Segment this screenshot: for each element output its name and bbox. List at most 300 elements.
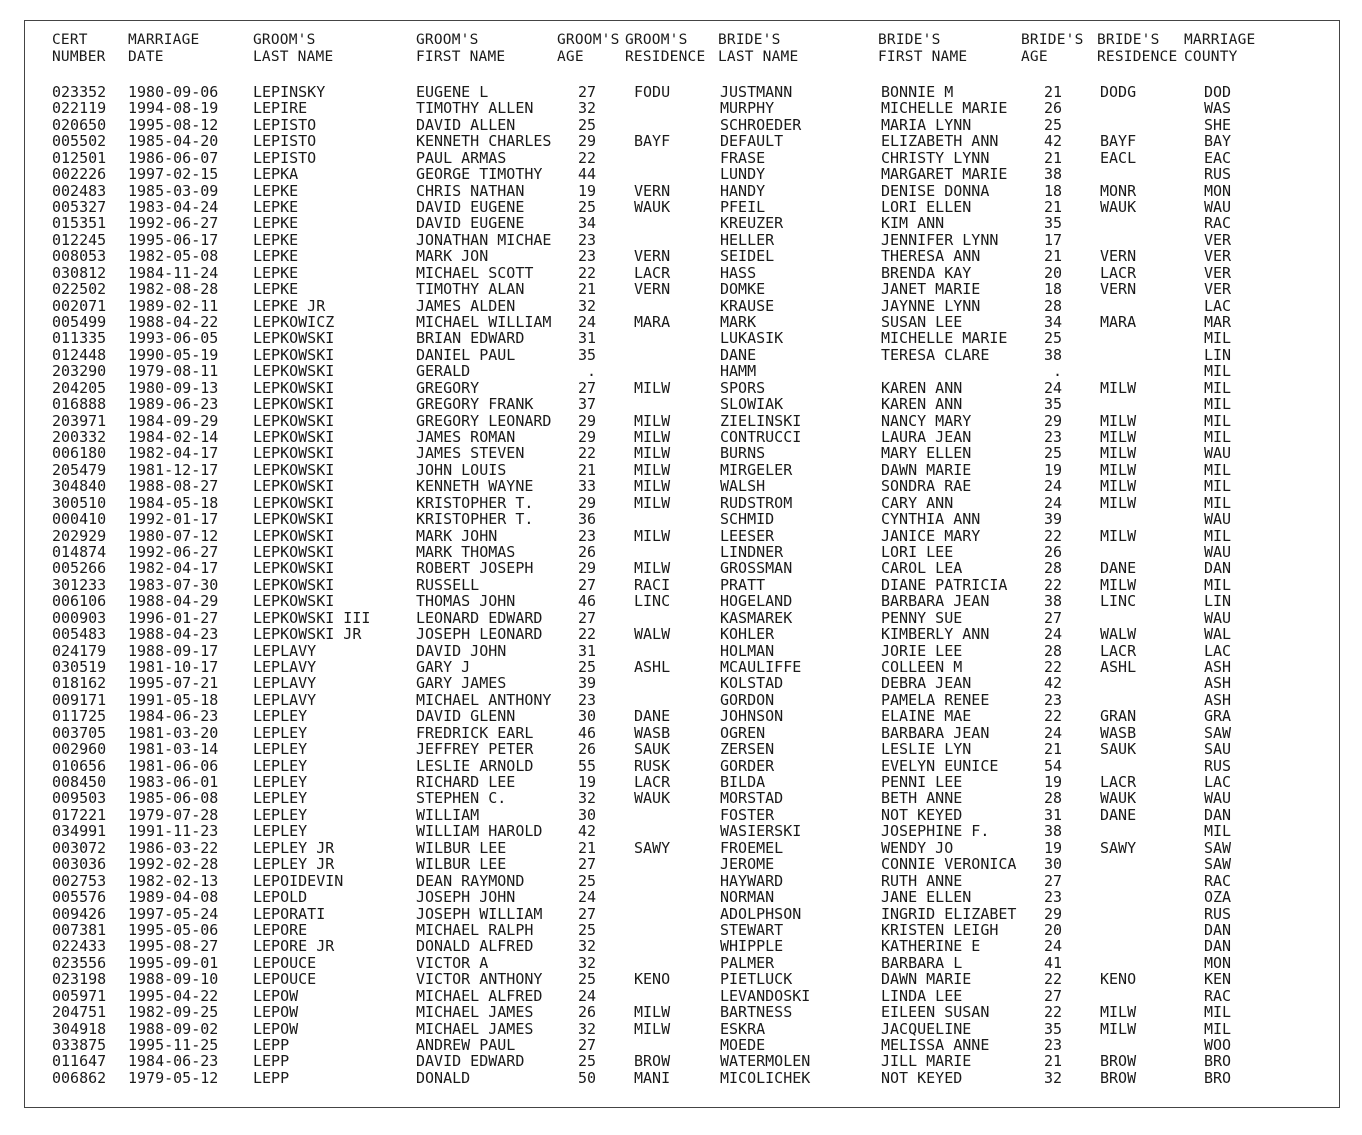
bride-age-cell: 21 — [1043, 247, 1062, 266]
bride-age-cell: 22 — [1043, 707, 1062, 726]
bride-first-name-cell: BARBARA JEAN — [881, 592, 990, 611]
groom-age-cell: 21 — [577, 838, 596, 857]
groom-residence-cell: MILW — [634, 378, 671, 397]
groom-residence-cell: MILW — [634, 1019, 671, 1038]
groom-last-name-cell: LEPIRE — [253, 99, 308, 118]
bride-last-name-cell: LUNDY — [720, 165, 766, 184]
bride-first-name-cell: SUSAN LEE — [881, 313, 963, 332]
groom-first-name-cell: DAVID EDWARD — [416, 1052, 525, 1071]
cert-number-cell: 002960 — [52, 740, 107, 759]
header-bride-age — [1021, 32, 1084, 66]
groom-last-name-cell: LEPKOWSKI — [253, 428, 335, 447]
groom-last-name-cell: LEPKE — [253, 280, 299, 299]
marriage-county-cell: VER — [1204, 247, 1232, 266]
bride-first-name-cell: KAREN ANN — [881, 395, 963, 414]
table-row — [0, 1070, 1362, 1086]
marriage-county-cell: SHE — [1204, 115, 1232, 134]
groom-first-name-cell: LEONARD EDWARD — [416, 608, 543, 627]
groom-first-name-cell: DAVID ALLEN — [416, 115, 516, 134]
groom-age-cell: 27 — [577, 855, 596, 874]
marriage-date-cell: 1988-09-10 — [128, 970, 219, 989]
marriage-date-cell: 1993-06-05 — [128, 329, 219, 348]
groom-last-name-cell: LEPOUCE — [253, 953, 317, 972]
bride-age-cell: 21 — [1043, 198, 1062, 216]
bride-age-cell: 28 — [1043, 641, 1062, 660]
groom-first-name-cell: GEORGE TIMOTHY — [416, 165, 543, 184]
marriage-county-cell: WAU — [1204, 510, 1232, 529]
groom-age-cell: 23 — [577, 526, 596, 545]
groom-first-name-cell: DAVID GLENN — [416, 707, 516, 726]
marriage-county-cell: RAC — [1204, 214, 1232, 233]
groom-last-name-cell: LEPOLD — [253, 888, 308, 907]
groom-age-cell: 26 — [577, 1003, 596, 1022]
bride-first-name-cell: LINDA LEE — [881, 986, 963, 1005]
groom-last-name-cell: LEPLEY — [253, 707, 308, 726]
groom-residence-cell: MANI — [634, 1068, 671, 1087]
bride-age-cell: 21 — [1043, 83, 1062, 101]
groom-last-name-cell: LEPKOWSKI — [253, 477, 335, 496]
bride-age-cell: 18 — [1043, 280, 1062, 299]
bride-residence-cell: SAWY — [1100, 838, 1137, 857]
cert-number-cell: 015351 — [52, 214, 107, 233]
groom-last-name-cell: LEPKOWSKI — [253, 592, 335, 611]
bride-age-cell: 38 — [1043, 345, 1062, 364]
groom-age-cell: 46 — [577, 592, 596, 611]
groom-first-name-cell: MICHAEL WILLIAM — [416, 313, 552, 332]
bride-last-name-cell: FOSTER — [720, 805, 775, 824]
marriage-county-cell: MIL — [1204, 411, 1232, 430]
groom-last-name-cell: LEPKE JR — [253, 296, 326, 315]
bride-last-name-cell: PFEIL — [720, 198, 766, 216]
bride-age-cell: 30 — [1043, 855, 1062, 874]
header-groom-age-line-2: AGE — [557, 49, 584, 65]
table-row — [0, 347, 1362, 363]
table-row — [0, 955, 1362, 971]
bride-age-cell: 26 — [1043, 99, 1062, 118]
bride-first-name-cell: LESLIE LYN — [881, 740, 972, 759]
groom-first-name-cell: MICHAEL JAMES — [416, 1003, 534, 1022]
groom-last-name-cell: LEPLAVY — [253, 674, 317, 693]
bride-residence-cell: WALW — [1100, 625, 1137, 644]
bride-last-name-cell: ZERSEN — [720, 740, 775, 759]
bride-last-name-cell: MOEDE — [720, 1035, 766, 1054]
bride-last-name-cell: ZIELINSKI — [720, 411, 802, 430]
marriage-county-cell: KEN — [1204, 970, 1232, 989]
bride-last-name-cell: SEIDEL — [720, 247, 775, 266]
groom-age-cell: 32 — [577, 296, 596, 315]
groom-first-name-cell: MARK THOMAS — [416, 543, 516, 562]
bride-last-name-cell: KASMAREK — [720, 608, 793, 627]
marriage-date-cell: 1985-04-20 — [128, 132, 219, 151]
marriage-date-cell: 1992-01-17 — [128, 510, 219, 529]
groom-first-name-cell: JAMES ALDEN — [416, 296, 516, 315]
bride-last-name-cell: BILDA — [720, 773, 766, 792]
groom-last-name-cell: LEPLEY — [253, 756, 308, 775]
table-row — [0, 840, 1362, 856]
groom-first-name-cell: DAVID JOHN — [416, 641, 507, 660]
marriage-date-cell: 1995-08-27 — [128, 937, 219, 956]
table-row — [0, 462, 1362, 478]
groom-residence-cell: RACI — [634, 575, 671, 594]
table-row — [0, 610, 1362, 626]
bride-first-name-cell: MICHELLE MARIE — [881, 99, 1008, 118]
cert-number-cell: 003072 — [52, 838, 107, 857]
bride-last-name-cell: HOGELAND — [720, 592, 793, 611]
groom-first-name-cell: PAUL ARMAS — [416, 148, 507, 167]
cert-number-cell: 205479 — [52, 460, 107, 479]
cert-number-cell: 200332 — [52, 428, 107, 447]
bride-first-name-cell: RUTH ANNE — [881, 871, 963, 890]
header-groom-residence-line-2: RESIDENCE — [625, 49, 706, 65]
bride-last-name-cell: LUKASIK — [720, 329, 784, 348]
cert-number-cell: 003705 — [52, 723, 107, 742]
cert-number-cell: 007381 — [52, 920, 107, 939]
groom-age-cell: 39 — [577, 674, 596, 693]
cert-number-cell: 034991 — [52, 822, 107, 841]
bride-first-name-cell: CHRISTY LYNN — [881, 148, 990, 167]
cert-number-cell: 012448 — [52, 345, 107, 364]
groom-last-name-cell: LEPKOWSKI III — [253, 608, 371, 627]
cert-number-cell: 002071 — [52, 296, 107, 315]
bride-first-name-cell: NOT KEYED — [881, 805, 963, 824]
table-row — [0, 314, 1362, 330]
cert-number-cell: 011725 — [52, 707, 107, 726]
groom-last-name-cell: LEPKE — [253, 263, 299, 282]
table-row — [0, 659, 1362, 675]
marriage-county-cell: MAR — [1204, 313, 1232, 332]
header-groom-first-name-line-1: GROOM'S — [416, 32, 479, 48]
bride-first-name-cell: EILEEN SUSAN — [881, 1003, 990, 1022]
groom-first-name-cell: LESLIE ARNOLD — [416, 756, 534, 775]
marriage-date-cell: 1988-08-27 — [128, 477, 219, 496]
groom-first-name-cell: WILLIAM — [416, 805, 480, 824]
bride-age-cell: 31 — [1043, 805, 1062, 824]
marriage-county-cell: WAU — [1204, 608, 1232, 627]
bride-residence-cell: LINC — [1100, 592, 1137, 611]
groom-age-cell: 29 — [577, 132, 596, 151]
bride-first-name-cell: KAREN ANN — [881, 378, 963, 397]
bride-age-cell: 54 — [1043, 756, 1062, 775]
marriage-date-cell: 1995-11-25 — [128, 1035, 219, 1054]
bride-age-cell: 25 — [1043, 444, 1062, 463]
marriage-date-cell: 1996-01-27 — [128, 608, 219, 627]
table-row — [0, 708, 1362, 724]
groom-last-name-cell: LEPKOWSKI — [253, 444, 335, 463]
marriage-county-cell: SAU — [1204, 740, 1232, 759]
groom-age-cell: 24 — [577, 986, 596, 1005]
bride-last-name-cell: LINDNER — [720, 543, 784, 562]
groom-age-cell: 27 — [577, 904, 596, 923]
marriage-date-cell: 1995-05-06 — [128, 920, 219, 939]
bride-age-cell: 20 — [1043, 263, 1062, 282]
bride-residence-cell: LACR — [1100, 641, 1137, 660]
marriage-date-cell: 1984-06-23 — [128, 1052, 219, 1071]
groom-first-name-cell: FREDRICK EARL — [416, 723, 534, 742]
cert-number-cell: 204205 — [52, 378, 107, 397]
bride-residence-cell: DODG — [1100, 83, 1137, 101]
table-row — [0, 445, 1362, 461]
bride-last-name-cell: ESKRA — [720, 1019, 766, 1038]
bride-age-cell: 19 — [1043, 838, 1062, 857]
header-marriage-date-line-1: MARRIAGE — [128, 32, 200, 48]
groom-residence-cell: KENO — [634, 970, 671, 989]
header-bride-age-line-1: BRIDE'S — [1021, 32, 1084, 48]
cert-number-cell: 005499 — [52, 313, 107, 332]
table-row — [0, 166, 1362, 182]
header-bride-first-name-line-2: FIRST NAME — [878, 49, 968, 65]
bride-first-name-cell: LAURA JEAN — [881, 428, 972, 447]
marriage-date-cell: 1992-02-28 — [128, 855, 219, 874]
bride-age-cell: 38 — [1043, 822, 1062, 841]
header-groom-first-name-line-2: FIRST NAME — [416, 49, 506, 65]
bride-first-name-cell: MICHELLE MARIE — [881, 329, 1008, 348]
groom-age-cell: 25 — [577, 871, 596, 890]
marriage-date-cell: 1982-02-13 — [128, 871, 219, 890]
marriage-date-cell: 1984-11-24 — [128, 263, 219, 282]
groom-last-name-cell: LEPOW — [253, 1003, 299, 1022]
groom-last-name-cell: LEPP — [253, 1052, 290, 1071]
groom-last-name-cell: LEPLEY — [253, 723, 308, 742]
bride-first-name-cell: NANCY MARY — [881, 411, 972, 430]
cert-number-cell: 020650 — [52, 115, 107, 134]
table-row — [0, 922, 1362, 938]
groom-age-cell: 27 — [577, 1035, 596, 1054]
groom-last-name-cell: LEPP — [253, 1035, 290, 1054]
bride-first-name-cell: BONNIE M — [881, 83, 954, 101]
groom-residence-cell: VERN — [634, 181, 671, 200]
header-marriage-date-line-2: DATE — [128, 49, 164, 65]
marriage-date-cell: 1984-05-18 — [128, 493, 219, 512]
cert-number-cell: 000410 — [52, 510, 107, 529]
groom-last-name-cell: LEPOW — [253, 1019, 299, 1038]
bride-first-name-cell: DIANE PATRICIA — [881, 575, 1008, 594]
header-bride-last-name-line-1: BRIDE'S — [718, 32, 781, 48]
bride-age-cell: 24 — [1043, 378, 1062, 397]
groom-residence-cell: MILW — [634, 493, 671, 512]
groom-last-name-cell: LEPORE JR — [253, 937, 335, 956]
bride-last-name-cell: PALMER — [720, 953, 775, 972]
cert-number-cell: 030812 — [52, 263, 107, 282]
groom-last-name-cell: LEPKOWSKI — [253, 559, 335, 578]
bride-first-name-cell: JANE ELLEN — [881, 888, 972, 907]
groom-first-name-cell: VICTOR A — [416, 953, 489, 972]
groom-first-name-cell: JOSEPH LEONARD — [416, 625, 543, 644]
bride-last-name-cell: MORSTAD — [720, 789, 784, 808]
cert-number-cell: 003036 — [52, 855, 107, 874]
groom-first-name-cell: KENNETH CHARLES — [416, 132, 552, 151]
groom-last-name-cell: LEPORATI — [253, 904, 326, 923]
marriage-date-cell: 1980-09-06 — [128, 83, 219, 101]
cert-number-cell: 006180 — [52, 444, 107, 463]
table-row — [0, 988, 1362, 1004]
marriage-county-cell: OZA — [1204, 888, 1232, 907]
table-row — [0, 429, 1362, 445]
groom-first-name-cell: DANIEL PAUL — [416, 345, 516, 364]
groom-last-name-cell: LEPKOWSKI JR — [253, 625, 362, 644]
marriage-county-cell: ASH — [1204, 658, 1232, 677]
groom-last-name-cell: LEPINSKY — [253, 83, 326, 101]
bride-last-name-cell: PIETLUCK — [720, 970, 793, 989]
groom-residence-cell: LACR — [634, 263, 671, 282]
marriage-date-cell: 1983-04-24 — [128, 198, 219, 216]
marriage-county-cell: BRO — [1204, 1052, 1232, 1071]
groom-first-name-cell: ANDREW PAUL — [416, 1035, 516, 1054]
bride-last-name-cell: MIRGELER — [720, 460, 793, 479]
cert-number-cell: 005266 — [52, 559, 107, 578]
groom-age-cell: 32 — [577, 953, 596, 972]
marriage-county-cell: MIL — [1204, 1019, 1232, 1038]
groom-age-cell: 24 — [577, 888, 596, 907]
marriage-date-cell: 1980-09-13 — [128, 378, 219, 397]
bride-age-cell: 19 — [1043, 460, 1062, 479]
marriage-county-cell: MIL — [1204, 575, 1232, 594]
marriage-county-cell: MIL — [1204, 378, 1232, 397]
bride-age-cell: 32 — [1043, 1068, 1062, 1087]
groom-residence-cell: MILW — [634, 559, 671, 578]
groom-residence-cell: MILW — [634, 444, 671, 463]
table-row — [0, 281, 1362, 297]
groom-last-name-cell: LEPLEY — [253, 789, 308, 808]
header-cert-number-line-1: CERT — [52, 32, 88, 48]
bride-last-name-cell: DANE — [720, 345, 757, 364]
marriage-county-cell: MIL — [1204, 428, 1232, 447]
groom-age-cell: 23 — [577, 690, 596, 709]
bride-residence-cell: VERN — [1100, 280, 1137, 299]
cert-number-cell: 005576 — [52, 888, 107, 907]
marriage-date-cell: 1989-06-23 — [128, 395, 219, 414]
marriage-county-cell: WAS — [1204, 99, 1232, 118]
bride-age-cell: 23 — [1043, 690, 1062, 709]
bride-last-name-cell: FROEMEL — [720, 838, 784, 857]
groom-residence-cell: MARA — [634, 313, 671, 332]
marriage-date-cell: 1991-11-23 — [128, 822, 219, 841]
marriage-date-cell: 1979-05-12 — [128, 1068, 219, 1087]
marriage-county-cell: SAW — [1204, 723, 1232, 742]
header-marriage-county — [1184, 32, 1255, 66]
table-row — [0, 528, 1362, 544]
bride-last-name-cell: LEESER — [720, 526, 775, 545]
bride-first-name-cell: KATHERINE E — [881, 937, 981, 956]
groom-first-name-cell: DONALD — [416, 1068, 471, 1087]
groom-residence-cell: WALW — [634, 625, 671, 644]
groom-first-name-cell: GREGORY FRANK — [416, 395, 534, 414]
marriage-county-cell: DAN — [1204, 559, 1232, 578]
bride-last-name-cell: KOLSTAD — [720, 674, 784, 693]
groom-first-name-cell: MICHAEL JAMES — [416, 1019, 534, 1038]
groom-residence-cell: DANE — [634, 707, 671, 726]
bride-last-name-cell: LEVANDOSKI — [720, 986, 811, 1005]
groom-last-name-cell: LEPKE — [253, 230, 299, 249]
marriage-county-cell: LIN — [1204, 345, 1232, 364]
cert-number-cell: 009171 — [52, 690, 107, 709]
groom-first-name-cell: DONALD ALFRED — [416, 937, 534, 956]
marriage-date-cell: 1990-05-19 — [128, 345, 219, 364]
bride-last-name-cell: GORDER — [720, 756, 775, 775]
marriage-date-cell: 1982-08-28 — [128, 280, 219, 299]
groom-last-name-cell: LEPOUCE — [253, 970, 317, 989]
cert-number-cell: 024179 — [52, 641, 107, 660]
cert-number-cell: 008450 — [52, 773, 107, 792]
bride-first-name-cell: JORIE LEE — [881, 641, 963, 660]
cert-number-cell: 033875 — [52, 1035, 107, 1054]
marriage-county-cell: MIL — [1204, 362, 1232, 381]
cert-number-cell: 202929 — [52, 526, 107, 545]
bride-age-cell: 22 — [1043, 526, 1062, 545]
groom-age-cell: 33 — [577, 477, 596, 496]
groom-last-name-cell: LEPP — [253, 1068, 290, 1087]
bride-residence-cell: MILW — [1100, 411, 1137, 430]
bride-first-name-cell: PENNI LEE — [881, 773, 963, 792]
groom-age-cell: 22 — [577, 625, 596, 644]
table-row — [0, 380, 1362, 396]
cert-number-cell: 002483 — [52, 181, 107, 200]
bride-age-cell: 35 — [1043, 395, 1062, 414]
groom-first-name-cell: GREGORY — [416, 378, 480, 397]
groom-age-cell: 31 — [577, 641, 596, 660]
groom-last-name-cell: LEPISTO — [253, 148, 317, 167]
bride-first-name-cell: DAWN MARIE — [881, 460, 972, 479]
marriage-date-cell: 1979-08-11 — [128, 362, 219, 381]
bride-age-cell: 26 — [1043, 543, 1062, 562]
bride-age-cell: 24 — [1043, 625, 1062, 644]
groom-first-name-cell: VICTOR ANTHONY — [416, 970, 543, 989]
cert-number-cell: 012501 — [52, 148, 107, 167]
cert-number-cell: 002226 — [52, 165, 107, 184]
groom-residence-cell: ASHL — [634, 658, 671, 677]
cert-number-cell: 023198 — [52, 970, 107, 989]
groom-age-cell: 19 — [577, 181, 596, 200]
groom-last-name-cell: LEPKOWSKI — [253, 493, 335, 512]
groom-first-name-cell: MICHAEL ANTHONY — [416, 690, 552, 709]
marriage-county-cell: BRO — [1204, 1068, 1232, 1087]
marriage-county-cell: DAN — [1204, 937, 1232, 956]
cert-number-cell: 300510 — [52, 493, 107, 512]
cert-number-cell: 011647 — [52, 1052, 107, 1071]
groom-age-cell: 25 — [577, 658, 596, 677]
bride-age-cell: 20 — [1043, 920, 1062, 939]
cert-number-cell: 005971 — [52, 986, 107, 1005]
groom-age-cell: 30 — [577, 707, 596, 726]
table-row — [0, 478, 1362, 494]
groom-first-name-cell: GERALD — [416, 362, 471, 381]
header-bride-residence-line-2: RESIDENCE — [1097, 49, 1178, 65]
marriage-county-cell: MIL — [1204, 822, 1232, 841]
bride-age-cell: 23 — [1043, 428, 1062, 447]
bride-residence-cell: ASHL — [1100, 658, 1137, 677]
bride-last-name-cell: HAYWARD — [720, 871, 784, 890]
bride-first-name-cell: BARBARA JEAN — [881, 723, 990, 742]
groom-age-cell: 27 — [577, 378, 596, 397]
groom-first-name-cell: MICHAEL SCOTT — [416, 263, 534, 282]
groom-age-cell: 27 — [577, 608, 596, 627]
marriage-date-cell: 1982-09-25 — [128, 1003, 219, 1022]
marriage-county-cell: DOD — [1204, 83, 1232, 101]
marriage-date-cell: 1994-08-19 — [128, 99, 219, 118]
groom-last-name-cell: LEPLEY — [253, 805, 308, 824]
cert-number-cell: 005483 — [52, 625, 107, 644]
table-row — [0, 183, 1362, 199]
marriage-county-cell: DAN — [1204, 920, 1232, 939]
marriage-date-cell: 1981-10-17 — [128, 658, 219, 677]
bride-first-name-cell: ELAINE MAE — [881, 707, 972, 726]
marriage-date-cell: 1982-04-17 — [128, 559, 219, 578]
bride-last-name-cell: JEROME — [720, 855, 775, 874]
groom-residence-cell: SAWY — [634, 838, 671, 857]
bride-residence-cell: KENO — [1100, 970, 1137, 989]
table-row — [0, 330, 1362, 346]
groom-last-name-cell: LEPLEY JR — [253, 855, 335, 874]
groom-last-name-cell: LEPKOWSKI — [253, 345, 335, 364]
